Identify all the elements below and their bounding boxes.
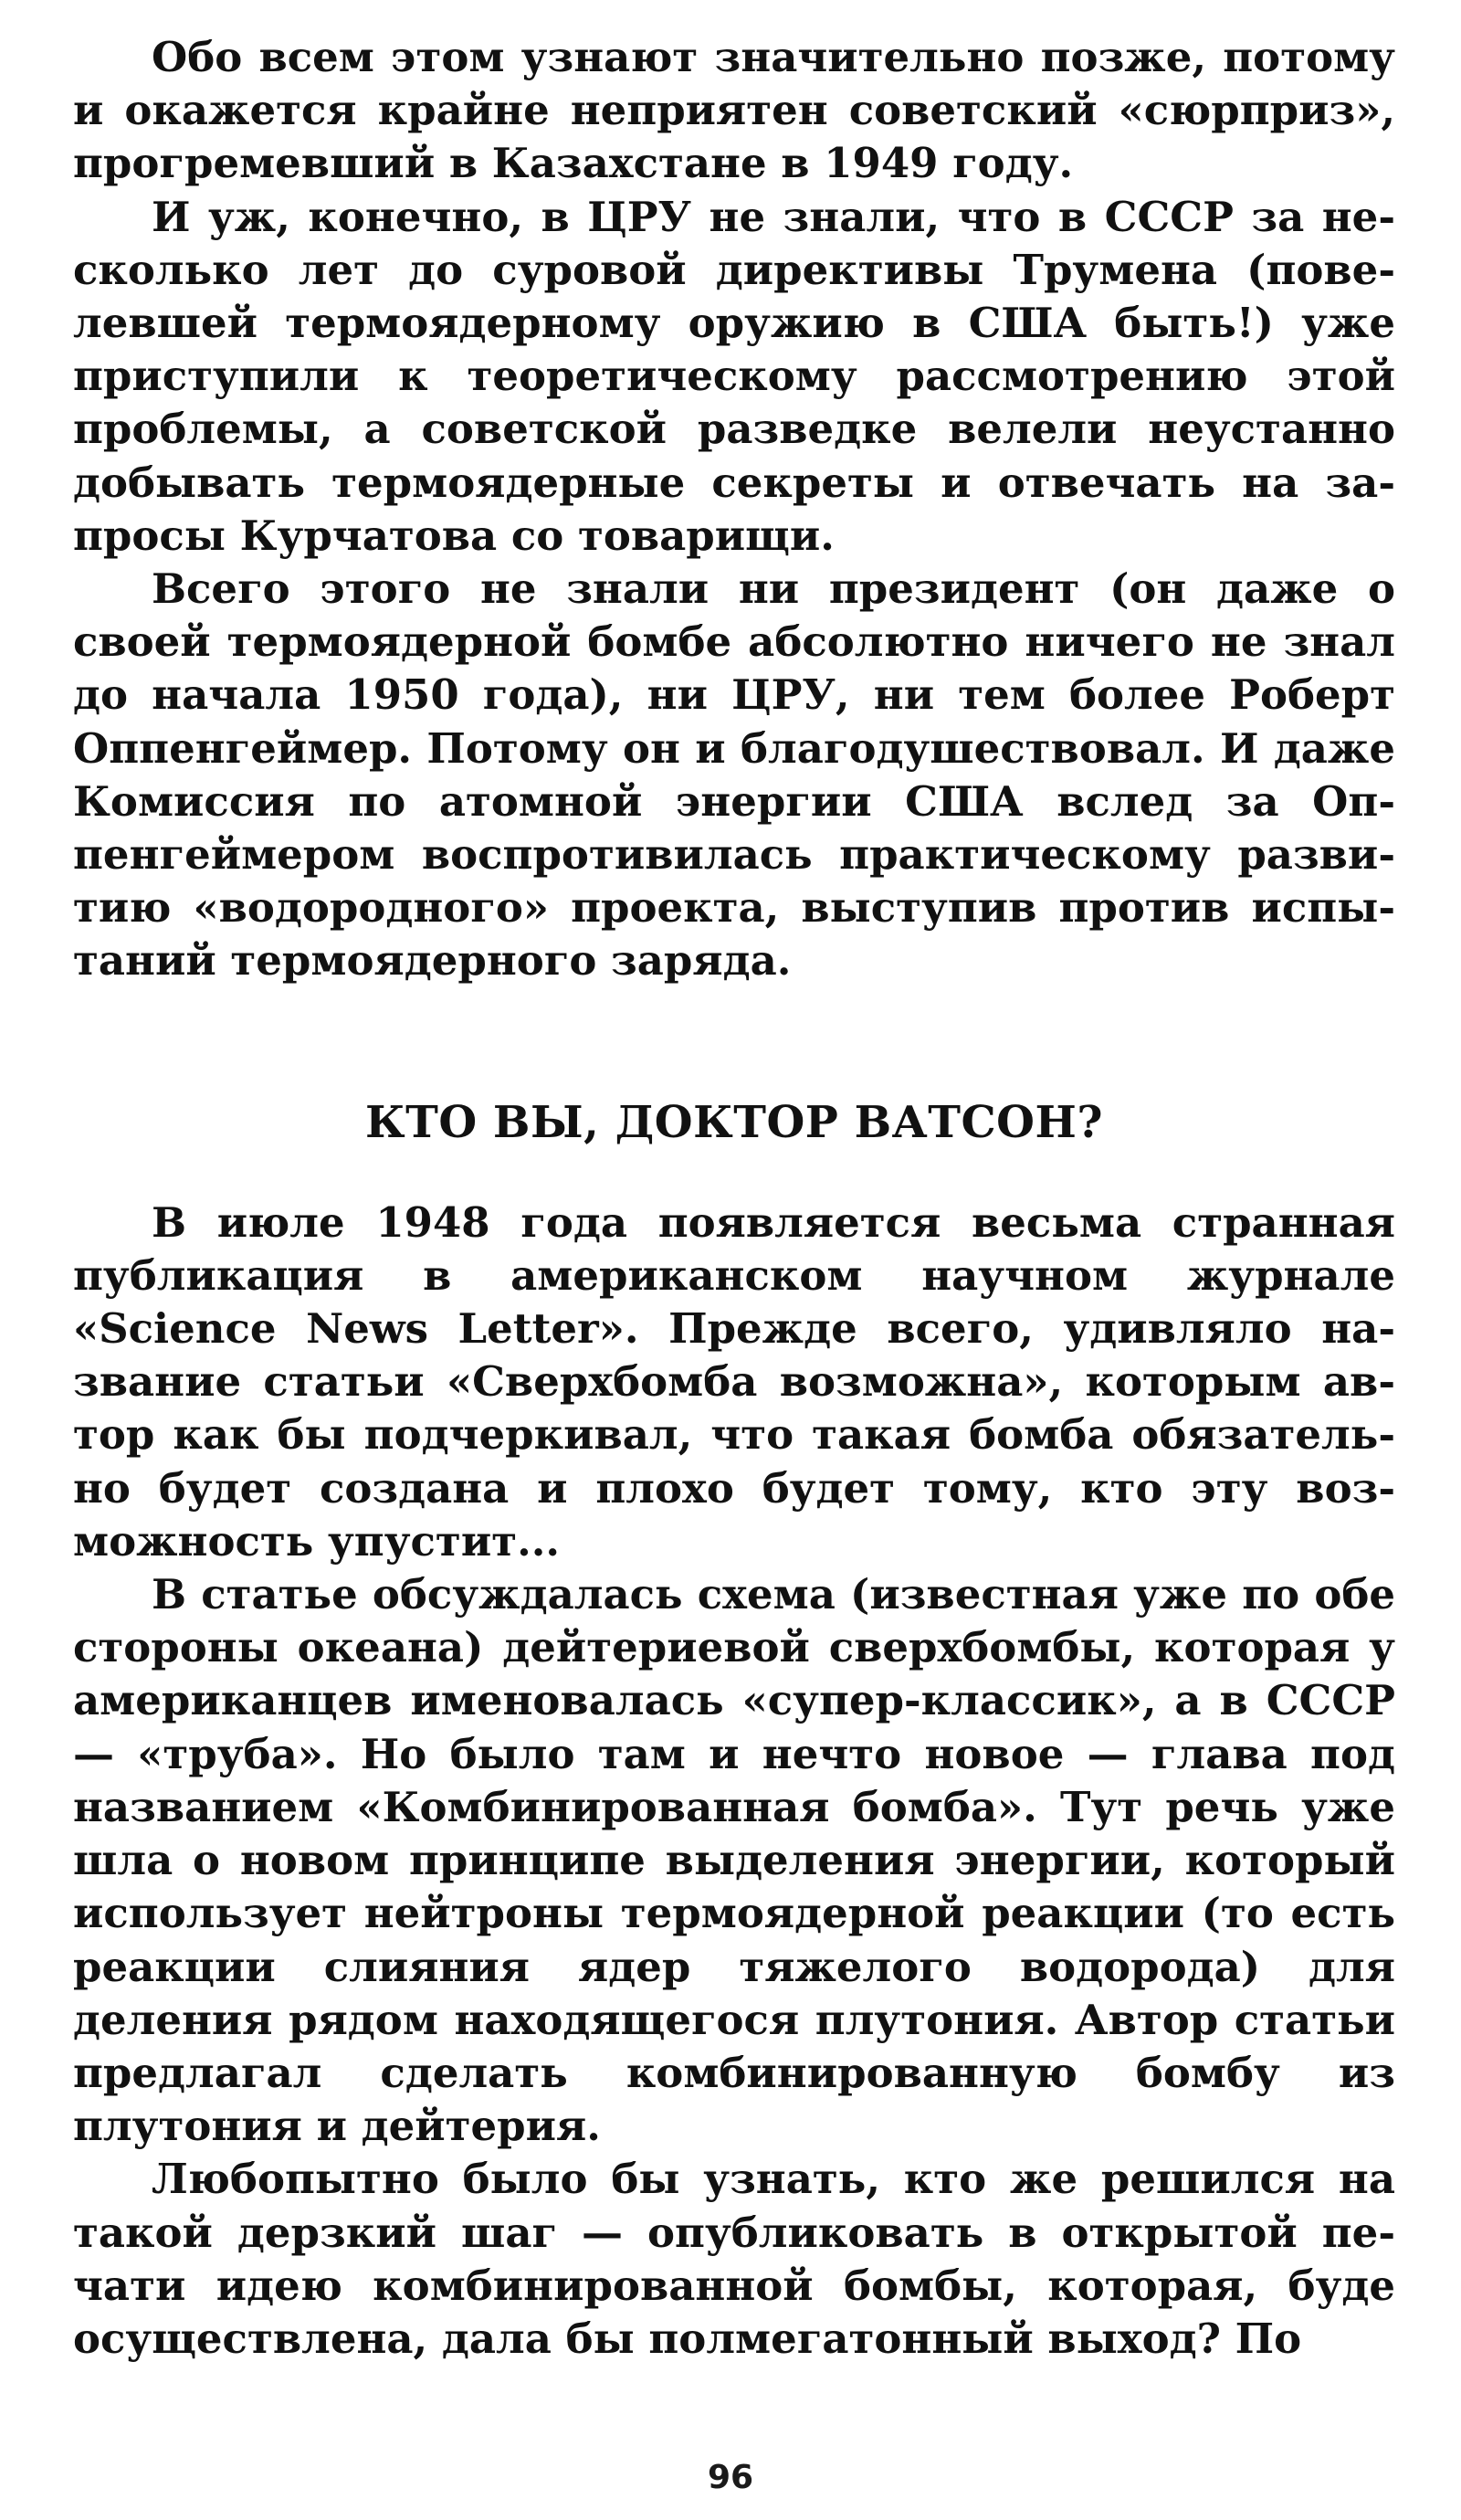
paragraph-5: В статье обсуждалась схема (известная уже по обе стороны океана) дейтериевой сверхбомбы, которая у американцев именовалась «супер-классик», а в СССР — «труба». Но было там и нечто новое — глава под названием «Комбинированная бомба». Тут речь уже шла о новом принципе выделения энергии, который использует нейтроны термоядерной реакции (то есть реакции слияния ядер тяжелого водорода) для деления рядом находящегося плутония. Автор статьи предлагал сделать комбинированную бомбу из плутония и дейтерия. bbox=[73, 1570, 1395, 2151]
paragraph-6: Любопытно было бы узнать, кто же решился на такой дерзкий шаг — опубликовать в открытой печати идею комбинированной бомбы, которая, буде осуществлена, дала бы полмегатонный выход? По bbox=[73, 2155, 1395, 2363]
page-number: 96 bbox=[707, 2459, 754, 2496]
paragraph-1: Обо всем этом узнают значительно позже, потому и окажется крайне неприятен советский «сюрприз», прогремевший в Казахстане в 1949 году. bbox=[73, 33, 1395, 188]
paragraph-2: И уж, конечно, в ЦРУ не знали, что в СССР за несколько лет до суровой директивы Трумена (повелевшей термоядерному оружию в США быть!) уже приступили к теоретическому рассмотрению этой проблемы, а советской разведке велели неустанно добывать термоядерные секреты и отвечать на запросы Курчатова со товарищи. bbox=[73, 192, 1395, 560]
section-heading: КТО ВЫ, ДОКТОР ВАТСОН? bbox=[365, 1096, 1103, 1148]
paragraph-3: Всего этого не знали ни президент (он даже о своей термоядерной бомбе абсолютно ничего не знал до начала 1950 года), ни ЦРУ, ни тем более Роберт Оппенгеймер. Потому он и благодушествовал. И даже Комиссия по атомной энергии США вслед за Оппенгеймером воспротивилась практическому развитию «водородного» проекта, выступив против испытаний термоядерного заряда. bbox=[73, 564, 1395, 986]
paragraph-4: В июле 1948 года появляется весьма странная публикация в американском научном журнале «Science News Letter». Прежде всего, удивляло название статьи «Сверхбомба возможна», которым автор как бы подчеркивал, что такая бомба обязательно будет создана и плохо будет тому, кто эту возможность упустит... bbox=[73, 1197, 1395, 1566]
page-body bbox=[73, 31, 1395, 2366]
